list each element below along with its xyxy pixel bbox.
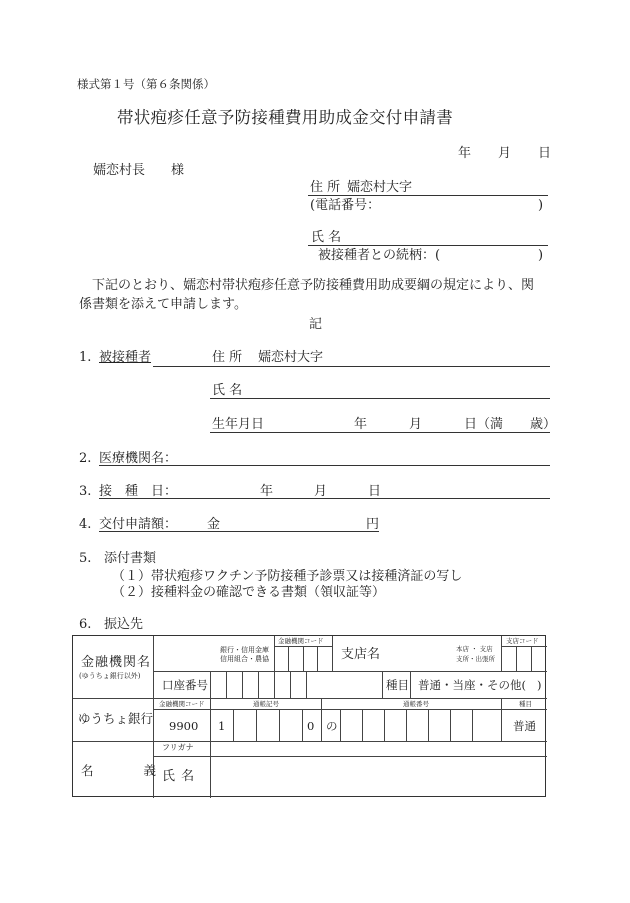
item4-label: 交付申請額： — [99, 517, 178, 532]
col-line — [531, 646, 532, 671]
form-title: 帯状疱疹任意予防接種費用助成金交付申請書 — [117, 108, 453, 127]
form-number: 様式第１号（第６条関係） — [77, 77, 215, 91]
item1-birth-label: 生年月日 — [212, 417, 265, 432]
row-line — [73, 698, 547, 699]
applicant-address-label: 住 所 — [310, 180, 341, 195]
yucho-code-value: 9900 — [169, 719, 199, 733]
col-line — [290, 671, 291, 698]
item1-birth-month: 月 — [409, 417, 423, 432]
account-type-value: 普通・当座・その他( — [418, 678, 526, 692]
col-line — [317, 646, 318, 671]
yucho-code-label: 金融機関コード — [159, 700, 205, 708]
holder-label: 名 義 — [81, 763, 157, 778]
item4-yen: 円 — [366, 517, 380, 532]
item3-month: 月 — [314, 484, 328, 499]
col-line — [362, 709, 363, 741]
item5-number: 5. — [79, 551, 92, 566]
item3-number: 3. — [79, 484, 92, 499]
item2-line[interactable] — [99, 465, 550, 466]
branch-types-1: 本店 ・ 支店 — [456, 645, 493, 653]
bank-transfer-table — [72, 635, 546, 797]
col-line — [501, 698, 502, 741]
col-line — [501, 636, 502, 671]
col-line — [472, 709, 473, 741]
item5-label: 添付書類 — [104, 551, 157, 566]
institution-note: (ゆうちょ銀行以外) — [79, 672, 141, 680]
item1-name-line[interactable] — [210, 398, 550, 399]
ki-label: 記 — [309, 317, 323, 332]
item1-birth-age: 歳） — [530, 417, 557, 432]
col-line — [410, 671, 411, 698]
symbol-last-digit: 0 — [307, 719, 315, 733]
col-line — [516, 646, 517, 671]
branch-name-label: 支店名 — [341, 647, 381, 662]
item1-address-label: 住 所 — [212, 350, 243, 365]
col-line — [256, 709, 257, 741]
col-line — [302, 709, 303, 741]
applicant-relation-close: ) — [538, 248, 544, 263]
applicant-phone-label: (電話番号： — [310, 198, 381, 213]
col-line — [279, 709, 280, 741]
col-line — [303, 646, 304, 671]
institution-label: 金融機関名 — [81, 655, 152, 670]
col-line — [321, 698, 322, 741]
item1-birth-day: 日（満 — [464, 417, 504, 432]
body-line-2: 係書類を添えて申請します。 — [79, 297, 247, 312]
item1-address-line[interactable] — [153, 366, 550, 367]
col-line — [406, 709, 407, 741]
account-type-close: ) — [537, 678, 542, 692]
col-line — [450, 709, 451, 741]
col-line — [226, 671, 227, 698]
item4-number: 4. — [79, 517, 92, 532]
item5-doc-2: （２）接種料金の確認できる書類（領収証等） — [112, 585, 386, 600]
item3-year: 年 — [260, 484, 274, 499]
date-year-label: 年 — [458, 146, 472, 161]
item2-number: 2. — [79, 451, 92, 466]
account-number-label: 口座番号 — [162, 678, 208, 692]
col-line — [382, 671, 383, 698]
branch-types-2: 支所・出張所 — [456, 655, 495, 663]
applicant-relation-label: 被接種者との続柄：( — [318, 248, 441, 263]
item1-label: 被接種者 — [99, 350, 152, 365]
item1-number: 1. — [79, 350, 92, 365]
col-line — [274, 636, 275, 671]
body-line-1: 下記のとおり、嬬恋村帯状疱疹任意予防接種費用助成要綱の規定により、関 — [92, 278, 535, 293]
col-line — [306, 671, 307, 698]
addressee-honorific: 様 — [171, 163, 185, 178]
row-line — [153, 671, 547, 672]
yucho-type-label: 種目 — [519, 700, 532, 708]
item3-day: 日 — [368, 484, 382, 499]
item1-birth-line[interactable] — [210, 432, 550, 433]
col-line — [210, 671, 211, 698]
bank-types-1: 銀行・信用金庫 — [220, 646, 269, 654]
col-line — [210, 698, 211, 741]
passbook-number-label: 通帳番号 — [403, 700, 429, 708]
item1-name-label: 氏 名 — [212, 383, 243, 398]
branch-code-label: 支店コード — [506, 637, 539, 645]
item5-doc-1: （１）帯状疱疹ワクチン予防接種予診票又は接種済証の写し — [112, 569, 463, 584]
item6-number: 6. — [79, 617, 92, 632]
col-line — [332, 636, 333, 671]
applicant-name-label: 氏 名 — [311, 230, 342, 245]
yucho-type-value: 普通 — [513, 719, 536, 733]
row-line — [501, 646, 547, 647]
item6-label: 振込先 — [104, 617, 144, 632]
item4-line[interactable] — [99, 531, 379, 532]
col-line — [340, 709, 341, 741]
row-line — [73, 741, 547, 742]
col-line — [233, 709, 234, 741]
row-line — [153, 756, 547, 757]
holder-name-label: 氏 名 — [162, 769, 196, 784]
inst-code-label: 金融機関コード — [278, 637, 324, 645]
date-month-label: 月 — [498, 146, 512, 161]
item4-kin: 金 — [207, 517, 221, 532]
col-line — [288, 646, 289, 671]
col-line — [242, 671, 243, 698]
applicant-phone-close: ) — [538, 198, 544, 213]
item3-label: 接 種 日： — [99, 484, 178, 499]
applicant-address-line[interactable] — [308, 195, 548, 196]
col-line — [274, 671, 275, 698]
date-day-label: 日 — [538, 146, 552, 161]
applicant-address-value: 嬬恋村大字 — [347, 180, 413, 195]
furigana-label: フリガナ — [162, 743, 194, 752]
yucho-label: ゆうちょ銀行 — [78, 711, 154, 726]
row-line — [153, 709, 547, 710]
col-line — [258, 671, 259, 698]
col-line — [384, 709, 385, 741]
account-type-label: 種目 — [386, 678, 409, 692]
item3-line[interactable] — [99, 498, 550, 499]
item2-label: 医療機関名： — [99, 451, 178, 466]
item1-birth-year: 年 — [354, 417, 368, 432]
col-line — [210, 741, 211, 798]
passbook-symbol-label: 通帳記号 — [253, 700, 279, 708]
symbol-first-digit: 1 — [218, 719, 226, 733]
item1-address-value: 嬬恋村大字 — [258, 350, 324, 365]
addressee: 嬬恋村長 — [93, 163, 146, 178]
col-line — [428, 709, 429, 741]
no-char: の — [326, 719, 338, 733]
applicant-name-line[interactable] — [308, 245, 548, 246]
bank-types-2: 信用組合・農協 — [220, 655, 269, 663]
